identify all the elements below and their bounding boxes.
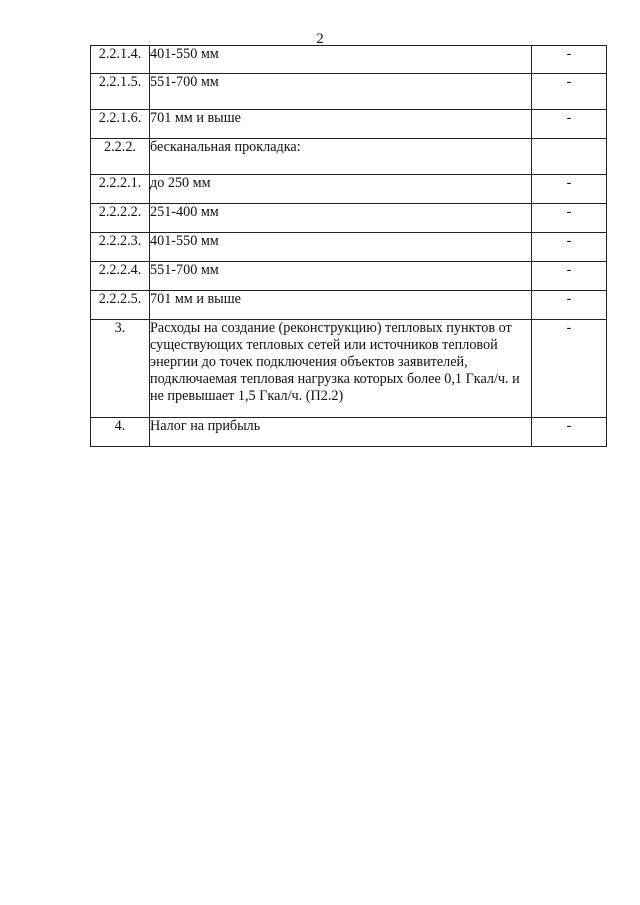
row-name: Налог на прибыль	[150, 418, 532, 447]
row-value: -	[532, 418, 607, 447]
table-row	[91, 46, 607, 74]
row-number: 4.	[91, 418, 150, 447]
table-row	[91, 110, 607, 139]
row-name: 551-700 мм	[150, 74, 532, 110]
row-name: 251-400 мм	[150, 204, 532, 233]
row-number: 2.2.2.2.	[91, 204, 150, 233]
table-row	[91, 204, 607, 233]
row-value: -	[532, 291, 607, 320]
table-row	[91, 291, 607, 320]
row-name: 401-550 мм	[150, 46, 532, 74]
row-number: 2.2.2.5.	[91, 291, 150, 320]
table-row	[91, 320, 607, 418]
row-value: -	[532, 110, 607, 139]
row-name: 551-700 мм	[150, 262, 532, 291]
row-number: 2.2.1.6.	[91, 110, 150, 139]
table-row	[91, 418, 607, 447]
row-name: 701 мм и выше	[150, 110, 532, 139]
page-number: 2	[316, 31, 324, 47]
table-row	[91, 233, 607, 262]
table-row	[91, 262, 607, 291]
row-number: 2.2.1.5.	[91, 74, 150, 110]
row-name: Расходы на создание (реконструкцию) тепловых пунктов от существующих тепловых сетей или источников тепловой энергии до точек подключения объектов заявителей, подключаемая тепловая нагрузка которых более 0,1 Гкал/ч. и не превышает 1,5 Гкал/ч. (П2.2)	[150, 320, 532, 418]
row-name: 701 мм и выше	[150, 291, 532, 320]
row-number: 3.	[91, 320, 150, 418]
row-value	[532, 139, 607, 175]
row-value: -	[532, 204, 607, 233]
row-number: 2.2.1.4.	[91, 46, 150, 74]
table-row	[91, 175, 607, 204]
row-number: 2.2.2.	[91, 139, 150, 175]
row-value: -	[532, 175, 607, 204]
row-name: бесканальная прокладка:	[150, 139, 532, 175]
row-number: 2.2.2.4.	[91, 262, 150, 291]
table-row	[91, 139, 607, 175]
row-name: до 250 мм	[150, 175, 532, 204]
row-value: -	[532, 74, 607, 110]
row-value: -	[532, 320, 607, 418]
cost-table	[90, 45, 607, 447]
row-value: -	[532, 262, 607, 291]
row-value: -	[532, 46, 607, 74]
row-number: 2.2.2.1.	[91, 175, 150, 204]
table-row	[91, 74, 607, 110]
row-value: -	[532, 233, 607, 262]
row-number: 2.2.2.3.	[91, 233, 150, 262]
row-name: 401-550 мм	[150, 233, 532, 262]
